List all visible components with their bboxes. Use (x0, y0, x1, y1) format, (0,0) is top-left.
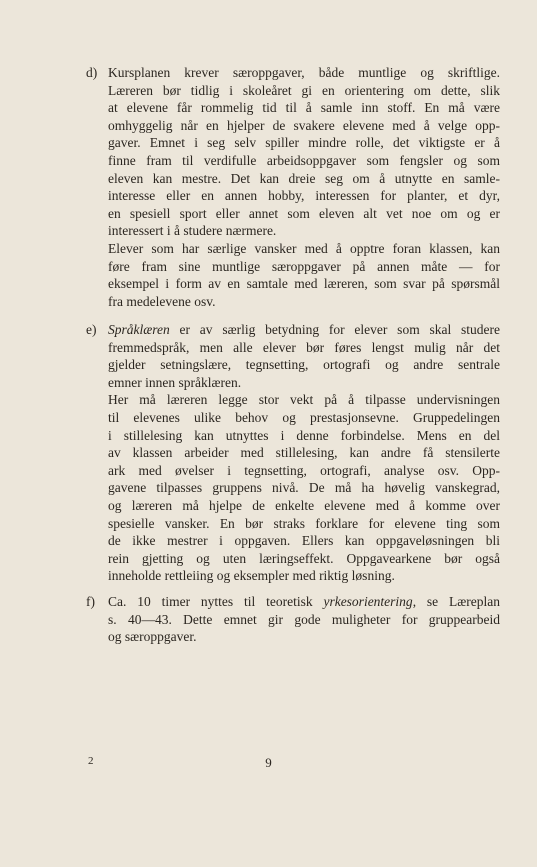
text-segment: Elever som har særlige vansker med å opptre foran klassen, kan (108, 240, 500, 256)
section-marker: e) (86, 322, 97, 337)
text-line (108, 567, 500, 585)
text-segment: er av særlig betydning for elever som skal studere (169, 322, 500, 337)
section-e (86, 321, 500, 585)
text-line (108, 391, 500, 409)
text-line (108, 134, 500, 152)
text-segment: eleven kan mestre. Det kan dreie seg om å utnytte en samle- (108, 170, 500, 186)
text-line (108, 593, 500, 611)
text-segment: Læreren bør tidlig i skoleåret gi en orientering om dette, slik (108, 82, 500, 98)
emphasized-term: Språklæren (108, 322, 170, 337)
text-segment: gjelder setningslære, tegnsetting, ortografi og andre sentrale (108, 357, 500, 373)
text-line (108, 479, 500, 497)
text-segment: fra medelevene osv. (108, 293, 216, 309)
section-text (108, 64, 500, 310)
text-line (108, 117, 500, 135)
text-line (108, 82, 500, 100)
text-segment: Ca. 10 timer nyttes til teoretisk (108, 594, 324, 609)
text-line (108, 205, 500, 223)
text-line (108, 550, 500, 568)
text-segment: Kursplanen krever særoppgaver, både muntlige og skriftlige. (108, 65, 500, 80)
section-text (108, 321, 500, 585)
text-segment: ark med øvelser i tegnsetting, ortografi, analyse osv. Opp- (108, 462, 500, 478)
text-segment: interessert i å studere nærmere. (108, 223, 277, 239)
text-segment: gavene tilpasses gruppens nivå. De må ha høvelig vanskegrad, (108, 480, 500, 496)
section-marker: f) (86, 594, 95, 609)
text-line (108, 611, 500, 629)
section-d (86, 64, 500, 310)
text-segment: inneholde rettleiing og eksempler med riktig løsning. (108, 568, 395, 584)
text-segment: fremmedspråk, men alle elever bør føres lengst mulig når det (108, 339, 500, 355)
text-segment: føre fram sine muntlige særoppgaver på annen måte — for (108, 258, 500, 274)
text-segment: , se Læreplan (412, 594, 500, 609)
text-line (108, 462, 500, 480)
text-line (108, 275, 500, 293)
text-segment: Her må læreren legge stor vekt på å tilpasse undervisningen (108, 392, 500, 408)
page-number: 9 (265, 755, 272, 770)
text-line (108, 427, 500, 445)
text-segment: i stillelesing kan utnyttes i denne forbindelse. Mens en del (108, 427, 500, 443)
text-line (108, 374, 500, 392)
text-segment: finne fram til verdifulle arbeidsoppgaver som fengsler og som (108, 152, 500, 168)
text-segment: eksempel i form av en samtale med læreren, som svar på spørsmål (108, 276, 500, 292)
section-marker: d) (86, 65, 98, 80)
section-f (86, 593, 500, 646)
text-segment: gaver. Emnet i seg selv spiller mindre rolle, det viktigste er å (108, 135, 500, 151)
text-line (108, 497, 500, 515)
text-line (108, 99, 500, 117)
text-segment: og læreren må hjelpe de enkelte elevene med å komme over (108, 497, 500, 513)
text-line (108, 152, 500, 170)
text-line (108, 187, 500, 205)
text-segment: av klassen arbeider med stillelesing, kan andre få stensilerte (108, 445, 500, 461)
printer-signature: 2 (88, 755, 94, 767)
text-line (108, 64, 500, 82)
text-segment: en spesiell sport eller annet som eleven alt vet noe om og er (108, 205, 500, 221)
text-line (108, 515, 500, 533)
text-line (108, 409, 500, 427)
text-segment: emner innen språklæren. (108, 374, 242, 390)
text-segment: de ikke mestrer i oppgaven. Ellers kan oppgaveløsningen bli (108, 533, 500, 549)
text-line (108, 240, 500, 258)
text-segment: s. 40—43. Dette emnet gir gode muligheter for gruppearbeid (108, 611, 500, 627)
text-line (108, 321, 500, 339)
emphasized-term: yrkesorientering (323, 594, 413, 609)
text-segment: interesse eller en annen hobby, interessen for planter, et dyr, (108, 188, 500, 204)
text-segment: at elevene får rommelig tid til å samle inn stoff. En må være (108, 100, 500, 116)
text-segment: til elevenes ulike behov og prestasjonsevne. Gruppedelingen (108, 409, 500, 425)
text-segment: omhyggelig når en hjelper de svakere elevene med å velge opp- (108, 117, 500, 133)
text-line (108, 356, 500, 374)
text-line (108, 293, 500, 311)
text-line (108, 628, 500, 646)
text-segment: rein gjetting og uten læringseffekt. Oppgavearkene bør også (108, 550, 500, 566)
text-segment: spesielle vansker. En bør straks forklare for elevene ting som (108, 515, 500, 531)
text-segment: og særoppgaver. (108, 629, 197, 645)
text-line (108, 532, 500, 550)
text-line (108, 339, 500, 357)
text-line (108, 170, 500, 188)
section-text (108, 593, 500, 646)
text-line (108, 222, 500, 240)
text-line (108, 444, 500, 462)
text-line (108, 258, 500, 276)
